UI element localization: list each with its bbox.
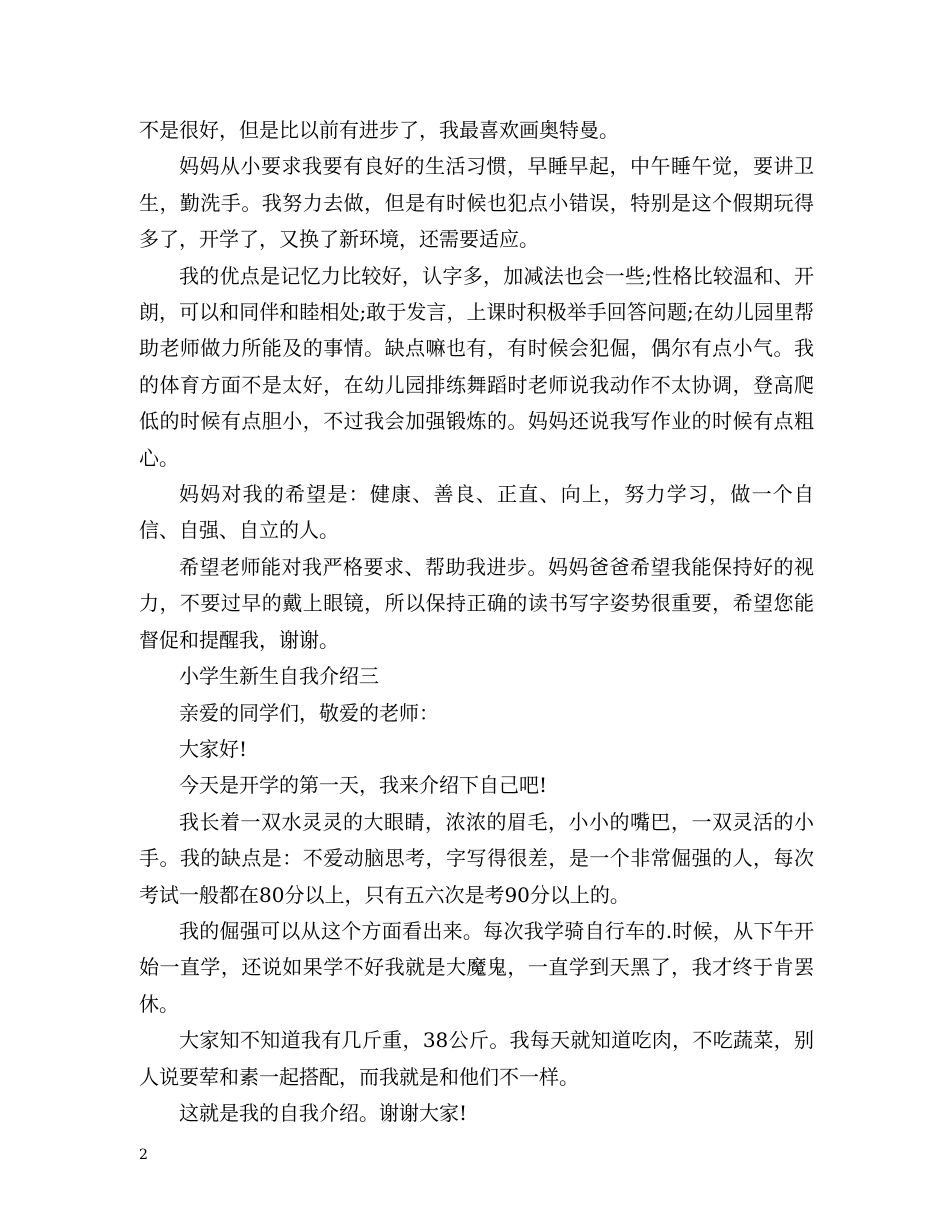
paragraph-continuation: 不是很好，但是比以前有进步了，我最喜欢画奥特曼。 [139,118,619,142]
greeting: 大家好! [179,736,248,761]
document-body [139,112,814,1131]
page-number: 2 [139,1147,148,1163]
salutation: 亲爱的同学们，敬爱的老师： [179,700,439,725]
paragraph-weight: 大家知不知道我有几斤重，38公斤。我每天就知道吃肉，不吃蔬菜，别人说要荤和素一起搭配，而我就是和他们不一样。 [139,1028,814,1089]
section-heading: 小学生新生自我介绍三 [179,664,379,689]
paragraph-stubbornness: 我的倔强可以从这个方面看出来。每次我学骑自行车的.时候，从下午开始一直学，还说如果学不好我就是大魔鬼，一直学到天黑了，我才终于肯罢休。 [139,918,814,1016]
paragraph-appearance: 我长着一双水灵灵的大眼睛，浓浓的眉毛，小小的嘴巴，一双灵活的小手。我的缺点是：不爱动脑思考，字写得很差，是一个非常倔强的人，每次考试一般都在80分以上，只有五六次是考90分以上的。 [139,809,814,907]
paragraph-mother-hopes: 妈妈对我的希望是：健康、善良、正直、向上，努力学习，做一个自信、自强、自立的人。 [139,482,814,543]
paragraph-habits: 妈妈从小要求我要有良好的生活习惯，早睡早起，中午睡午觉，要讲卫生，勤洗手。我努力去做，但是有时候也犯点小错误，特别是这个假期玩得多了，开学了，又换了新环境，还需要适应。 [139,154,814,252]
paragraph-first-day: 今天是开学的第一天，我来介绍下自己吧! [179,773,548,798]
paragraph-closing: 这就是我的自我介绍。谢谢大家! [179,1100,468,1125]
paragraph-strengths-weaknesses: 我的优点是记忆力比较好，认字多，加减法也会一些;性格比较温和、开朗，可以和同伴和睦相处;敢于发言，上课时积极举手回答问题;在幼儿园里帮助老师做力所能及的事情。缺点嘛也有，有时候会犯倔，偶尔有点小气。我的体育方面不是太好，在幼儿园排练舞蹈时老师说我动作不太协调，登高爬低的时候有点胆小，不过我会加强锻炼的。妈妈还说我写作业的时候有点粗心。 [139,263,814,470]
paragraph-teacher-request: 希望老师能对我严格要求、帮助我进步。妈妈爸爸希望我能保持好的视力，不要过早的戴上眼镜，所以保持正确的读书写字姿势很重要，希望您能督促和提醒我，谢谢。 [139,554,814,652]
